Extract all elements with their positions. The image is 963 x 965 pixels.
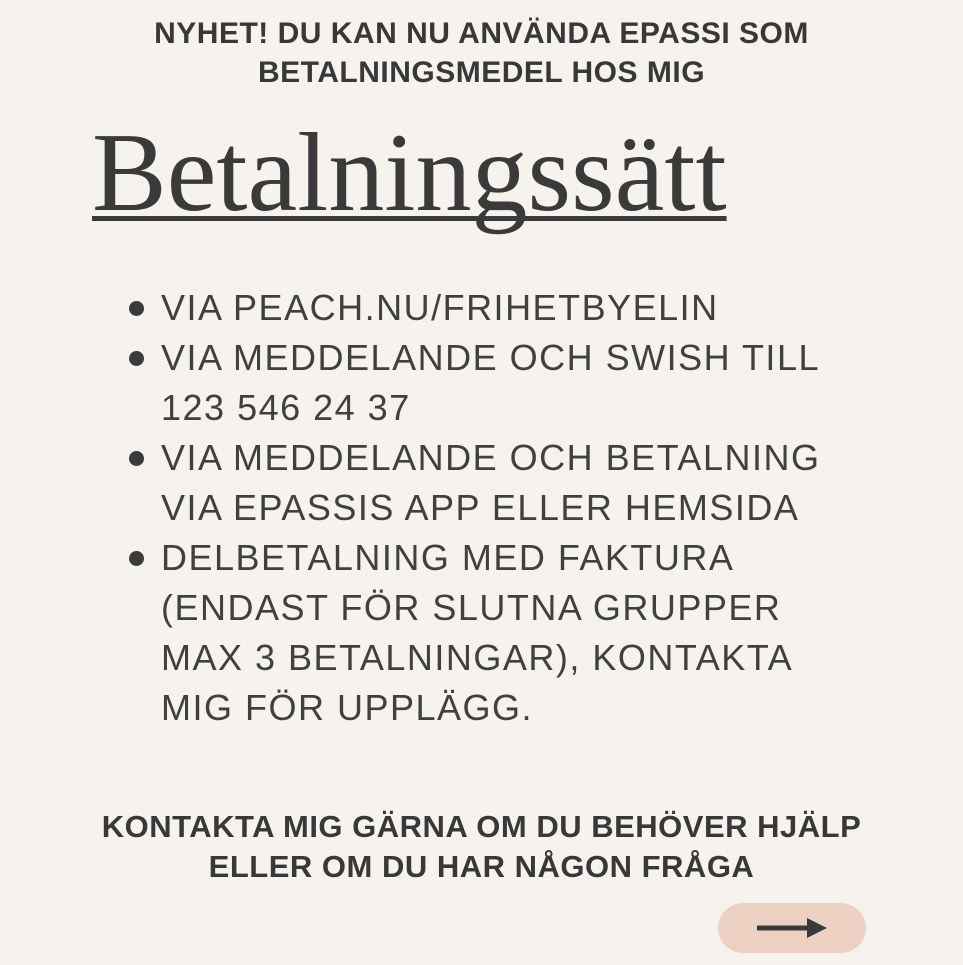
bullet-dot-icon	[129, 551, 144, 566]
contact-note	[0, 807, 963, 887]
bullet-dot-icon	[129, 451, 144, 466]
list-item-label: VIA MEDDELANDE OCH SWISH TILL 123 546 24 37	[161, 337, 819, 428]
page-title: Betalningssätt	[92, 111, 727, 235]
bullet-dot-icon	[129, 301, 144, 316]
list-item-label: VIA MEDDELANDE OCH BETALNING VIA EPASSIS APP ELLER HEMSIDA	[161, 437, 821, 528]
list-item	[128, 283, 854, 333]
arrow-right-icon	[755, 917, 829, 939]
contact-note-line: ELLER OM DU HAR NÅGON FRÅGA	[208, 849, 755, 884]
bullet-dot-icon	[129, 351, 144, 366]
list-item-label: VIA PEACH.NU/FRIHETBYELIN	[161, 287, 719, 328]
list-item	[128, 533, 854, 733]
announcement-banner	[0, 14, 963, 92]
payment-methods-list	[128, 283, 854, 733]
contact-note-line: KONTAKTA MIG GÄRNA OM DU BEHÖVER HJÄLP	[101, 809, 862, 844]
announcement-line: NYHET! DU KAN NU ANVÄNDA EPASSI SOM	[154, 17, 809, 50]
list-item	[128, 433, 854, 533]
list-item-label: DELBETALNING MED FAKTURA (ENDAST FÖR SLUTNA GRUPPER MAX 3 BETALNINGAR), KONTAKTA MIG FÖR UPPLÄGG.	[161, 537, 792, 728]
list-item	[128, 333, 854, 433]
announcement-line: BETALNINGSMEDEL HOS MIG	[257, 56, 706, 89]
next-button[interactable]	[718, 903, 866, 953]
